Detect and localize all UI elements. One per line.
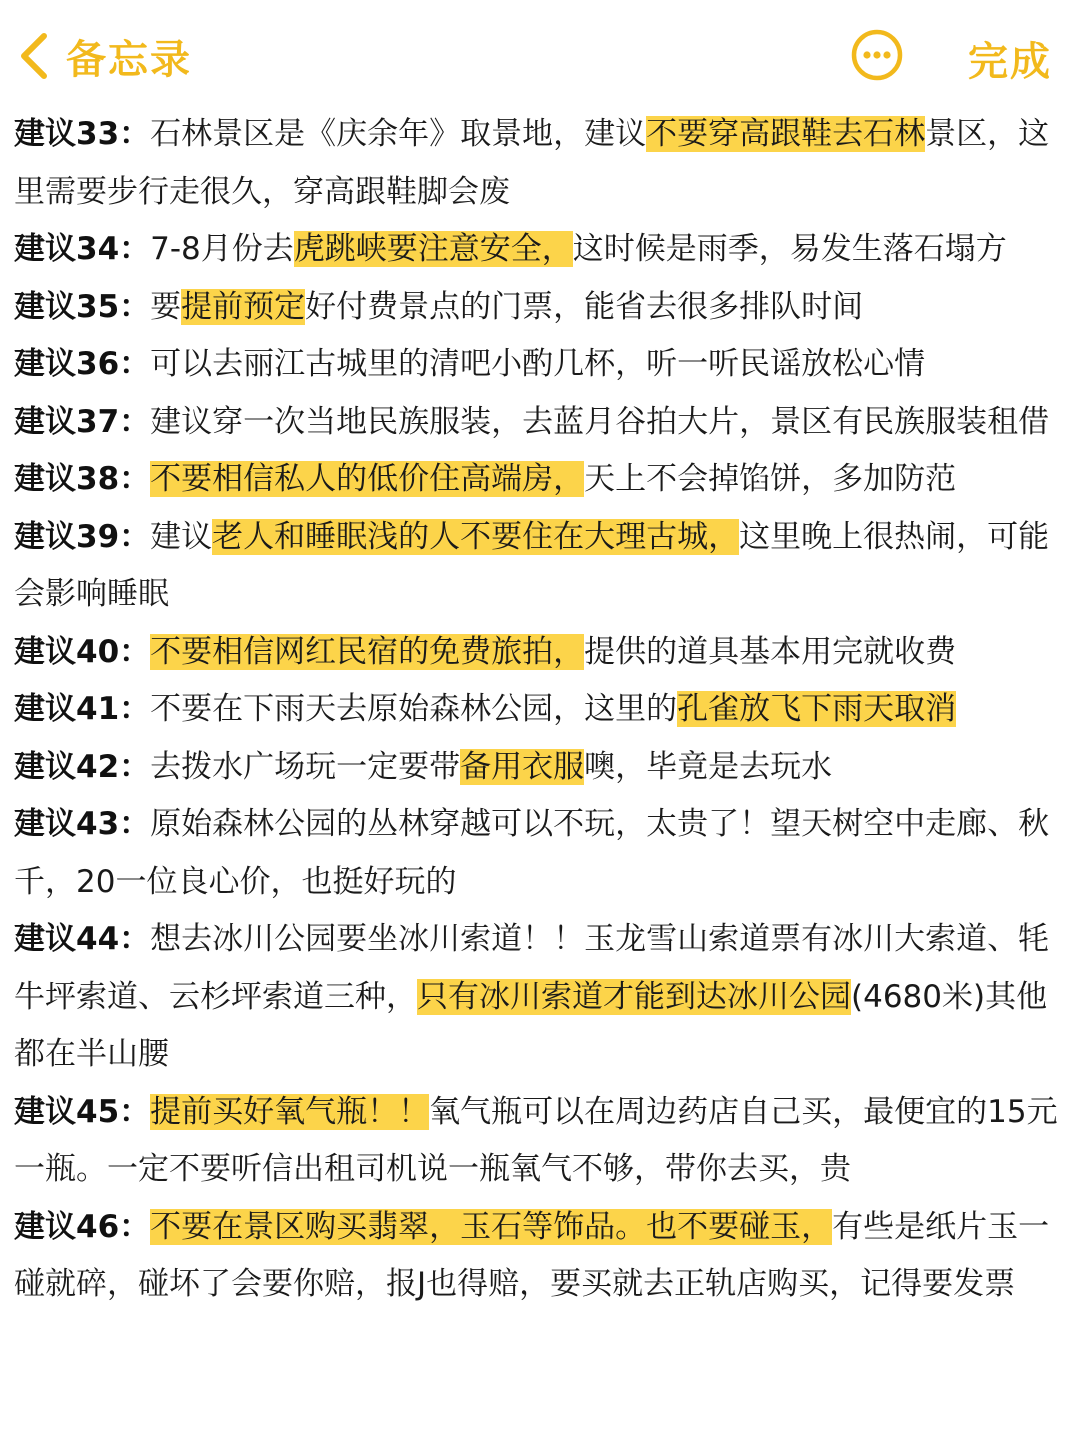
- note-item: [14, 911, 1070, 1084]
- highlighted-text: 不要在景区购买翡翠，玉石等饰品。也不要碰玉，: [150, 1208, 833, 1245]
- back-label: 备忘录: [66, 36, 192, 83]
- note-item: [14, 624, 1070, 682]
- highlighted-text: 虎跳峡要注意安全，: [293, 231, 573, 267]
- item-label: 建议45：: [14, 1093, 151, 1130]
- more-options-button[interactable]: [850, 28, 904, 82]
- note-item: [14, 451, 1070, 509]
- item-text: 氧气瓶可以在周边药店自己买，最便宜的15元一瓶。一定不要听信出租司机说一瓶氧气不够，带你去买，贵: [14, 1093, 1058, 1187]
- item-text: 石林景区是《庆余年》取景地，建议: [150, 116, 647, 152]
- item-text: 这里晚上很热闹，可能会影响睡眠: [14, 518, 1050, 612]
- item-label: 建议35：: [14, 288, 151, 325]
- back-button[interactable]: [14, 26, 192, 86]
- item-text: 7-8月份去: [150, 231, 294, 267]
- highlighted-text: 老人和睡眠浅的人不要住在大理古城，: [212, 518, 740, 555]
- ellipsis-circle-icon: [850, 28, 904, 82]
- done-button[interactable]: 完成: [968, 39, 1052, 85]
- note-item: [14, 1199, 1070, 1314]
- item-text: 这时候是雨季，易发生落石塌方: [572, 231, 1007, 267]
- note-item: [14, 106, 1070, 221]
- item-text: 天上不会掉馅饼，多加防范: [584, 461, 957, 497]
- item-label: 建议44：: [14, 921, 151, 957]
- item-text: 噢，毕竟是去玩水: [584, 748, 833, 785]
- item-text: 可以去丽江古城里的清吧小酌几杯，听一听民谣放松心情: [150, 346, 926, 382]
- item-text: 有些是纸片玉一碰就碎，碰坏了会要你赔，报J也得赔，要买就去正轨店购买，记得要发票: [14, 1208, 1050, 1302]
- note-item: [14, 681, 1070, 739]
- highlighted-text: 孔雀放飞下雨天取消: [677, 691, 957, 727]
- item-text: 原始森林公园的丛林穿越可以不玩，太贵了！望天树空中走廊、秋千，20一位良心价，也挺好玩的: [14, 806, 1050, 900]
- item-text: 不要在下雨天去原始森林公园，这里的: [150, 691, 678, 727]
- note-item: [14, 221, 1070, 279]
- item-text: 要: [150, 288, 182, 325]
- highlighted-text: 提前预定: [181, 288, 306, 325]
- highlighted-text: 不要相信私人的低价住高端房，: [150, 461, 585, 497]
- item-label: 建议38：: [14, 461, 151, 497]
- item-text: 景区，这里需要步行走很久，穿高跟鞋脚会废: [14, 116, 1050, 210]
- item-text: (4680米)其他都在半山腰: [14, 978, 1048, 1072]
- highlighted-text: 不要相信网红民宿的免费旅拍，: [150, 633, 585, 670]
- navigation-bar: [0, 0, 1080, 112]
- note-item: [14, 279, 1070, 337]
- item-label: 建议46：: [14, 1208, 151, 1245]
- note-item: [14, 739, 1070, 797]
- item-label: 建议34：: [14, 231, 151, 267]
- note-item: [14, 394, 1070, 452]
- highlighted-text: 不要穿高跟鞋去石林: [646, 116, 926, 152]
- note-item: [14, 509, 1070, 624]
- note-item: [14, 336, 1070, 394]
- item-label: 建议40：: [14, 633, 151, 670]
- highlighted-text: 只有冰川索道才能到达冰川公园: [417, 978, 851, 1015]
- item-text: 去拨水广场玩一定要带: [150, 748, 461, 785]
- item-label: 建议41：: [14, 691, 151, 727]
- chevron-left-icon: [14, 26, 60, 86]
- note-content[interactable]: [14, 106, 1070, 1314]
- item-label: 建议43：: [14, 806, 151, 842]
- note-item: [14, 796, 1070, 911]
- highlighted-text: 备用衣服: [460, 748, 585, 785]
- item-text: 好付费景点的门票，能省去很多排队时间: [305, 288, 864, 325]
- item-label: 建议36：: [14, 346, 151, 382]
- item-label: 建议39：: [14, 518, 151, 555]
- item-text: 想去冰川公园要坐冰川索道！！玉龙雪山索道票有冰川大索道、牦牛坪索道、云杉坪索道三种，: [14, 921, 1050, 1015]
- item-text: 提供的道具基本用完就收费: [584, 633, 957, 670]
- item-text: 建议穿一次当地民族服装，去蓝月谷拍大片，景区有民族服装租借: [150, 403, 1050, 440]
- item-label: 建议42：: [14, 748, 151, 785]
- item-label: 建议37：: [14, 403, 151, 440]
- item-text: 建议: [150, 518, 213, 555]
- highlighted-text: 提前买好氧气瓶！！: [150, 1093, 430, 1130]
- item-label: 建议33：: [14, 116, 151, 152]
- note-item: [14, 1084, 1070, 1199]
